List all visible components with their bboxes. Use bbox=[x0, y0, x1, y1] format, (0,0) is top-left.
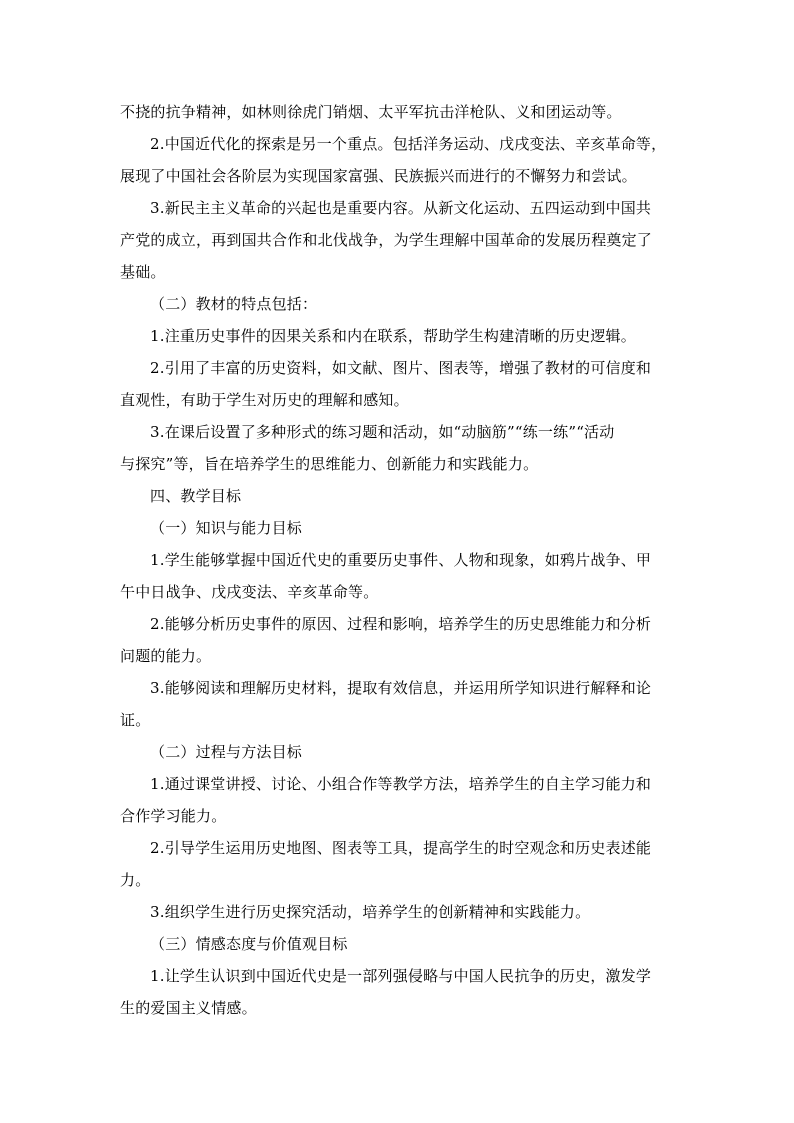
document-body bbox=[120, 96, 686, 1024]
text-line: 产党的成立，再到国共合作和北伐战争，为学生理解中国革命的发展历程奠定了 bbox=[120, 231, 653, 249]
subsection-heading: （二）过程与方法目标 bbox=[150, 743, 303, 761]
paragraph-start: 3.新民主主义革命的兴起也是重要内容。从新文化运动、五四运动到中国共 bbox=[150, 199, 652, 217]
text-line: 与探究”等，旨在培养学生的思维能力、创新能力和实践能力。 bbox=[120, 455, 539, 473]
text-line: 基础。 bbox=[120, 263, 166, 281]
text-line: 合作学习能力。 bbox=[120, 807, 227, 825]
text-line: 问题的能力。 bbox=[120, 647, 212, 665]
text-line: 不挠的抗争精神，如林则徐虎门销烟、太平军抗击洋枪队、义和团运动等。 bbox=[120, 103, 622, 121]
paragraph-start: 1.让学生认识到中国近代史是一部列强侵略与中国人民抗争的历史，激发学 bbox=[150, 967, 652, 985]
text-line: 午中日战争、戊戌变法、辛亥革命等。 bbox=[120, 583, 379, 601]
paragraph-start: 2.能够分析历史事件的原因、过程和影响，培养学生的历史思维能力和分析 bbox=[150, 615, 652, 633]
paragraph-start: 2.引导学生运用历史地图、图表等工具，提高学生的时空观念和历史表述能 bbox=[150, 839, 652, 857]
paragraph-start: 3.能够阅读和理解历史材料，提取有效信息，并运用所学知识进行解释和论 bbox=[150, 679, 652, 697]
paragraph-start: 2.中国近代化的探索是另一个重点。包括洋务运动、戊戌变法、辛亥革命等， bbox=[150, 135, 667, 153]
paragraph-start: 2.引用了丰富的历史资料，如文献、图片、图表等，增强了教材的可信度和 bbox=[150, 359, 652, 377]
paragraph-start: 1.注重历史事件的因果关系和内在联系，帮助学生构建清晰的历史逻辑。 bbox=[150, 327, 636, 345]
text-line: 展现了中国社会各阶层为实现国家富强、民族振兴而进行的不懈努力和尝试。 bbox=[120, 167, 637, 185]
paragraph-start: 1.通过课堂讲授、讨论、小组合作等教学方法，培养学生的自主学习能力和 bbox=[150, 775, 652, 793]
section-heading: 四、教学目标 bbox=[150, 487, 242, 505]
text-line: 力。 bbox=[120, 871, 151, 889]
subsection-heading: （一）知识与能力目标 bbox=[150, 519, 303, 537]
paragraph-start: 1.学生能够掌握中国近代史的重要历史事件、人物和现象，如鸦片战争、甲 bbox=[150, 551, 652, 569]
subsection-heading: （三）情感态度与价值观目标 bbox=[150, 935, 348, 953]
text-line: 直观性，有助于学生对历史的理解和感知。 bbox=[120, 391, 409, 409]
section-heading: （二）教材的特点包括： bbox=[150, 295, 318, 313]
text-line: 生的爱国主义情感。 bbox=[120, 999, 257, 1017]
paragraph-start: 3.在课后设置了多种形式的练习题和活动，如“动脑筋”“练一练”“活动 bbox=[150, 423, 615, 441]
paragraph-start: 3.组织学生进行历史探究活动，培养学生的创新精神和实践能力。 bbox=[150, 903, 591, 921]
text-line: 证。 bbox=[120, 711, 151, 729]
